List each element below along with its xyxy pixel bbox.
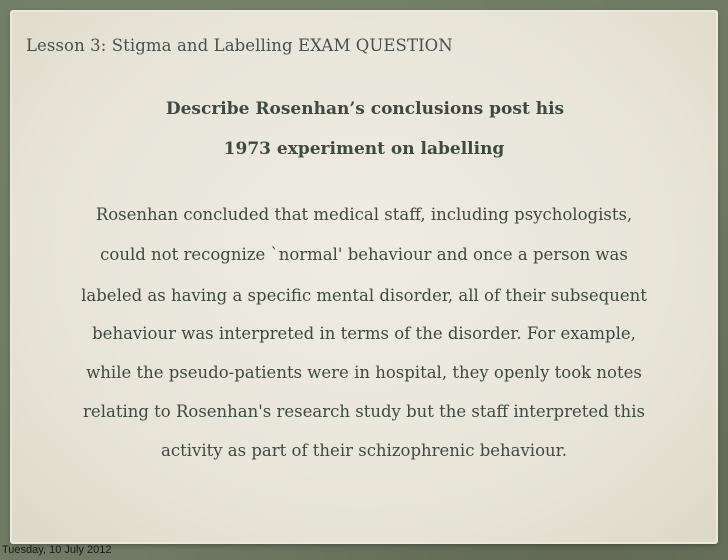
footer-date: Tuesday, 10 July 2012 — [2, 544, 112, 556]
answer-line-6: relating to Rosenhan's research study but the staff interpreted this — [83, 402, 645, 421]
answer-line-1: Rosenhan concluded that medical staff, including psychologists, — [95, 205, 633, 224]
paper-card — [12, 12, 716, 542]
question-line-2: 1973 experiment on labelling — [223, 139, 505, 159]
answer-line-5: while the pseudo-patients were in hospital, they openly took notes — [86, 363, 642, 382]
answer-line-4: behaviour was interpreted in terms of the disorder. For example, — [92, 324, 636, 343]
question-line-1 — [0, 99, 728, 119]
question-line-1-text: Describe Rosenhan’s conclusions post his — [165, 99, 565, 119]
answer-line-2: could not recognize `normal' behaviour and once a person was — [100, 245, 628, 264]
answer-line-3: labeled as having a specific mental disorder, all of their subsequent — [81, 286, 647, 305]
lesson-title: Lesson 3: Stigma and Labelling EXAM QUESTION — [26, 36, 453, 55]
answer-line-7: activity as part of their schizophrenic behaviour. — [161, 441, 567, 460]
